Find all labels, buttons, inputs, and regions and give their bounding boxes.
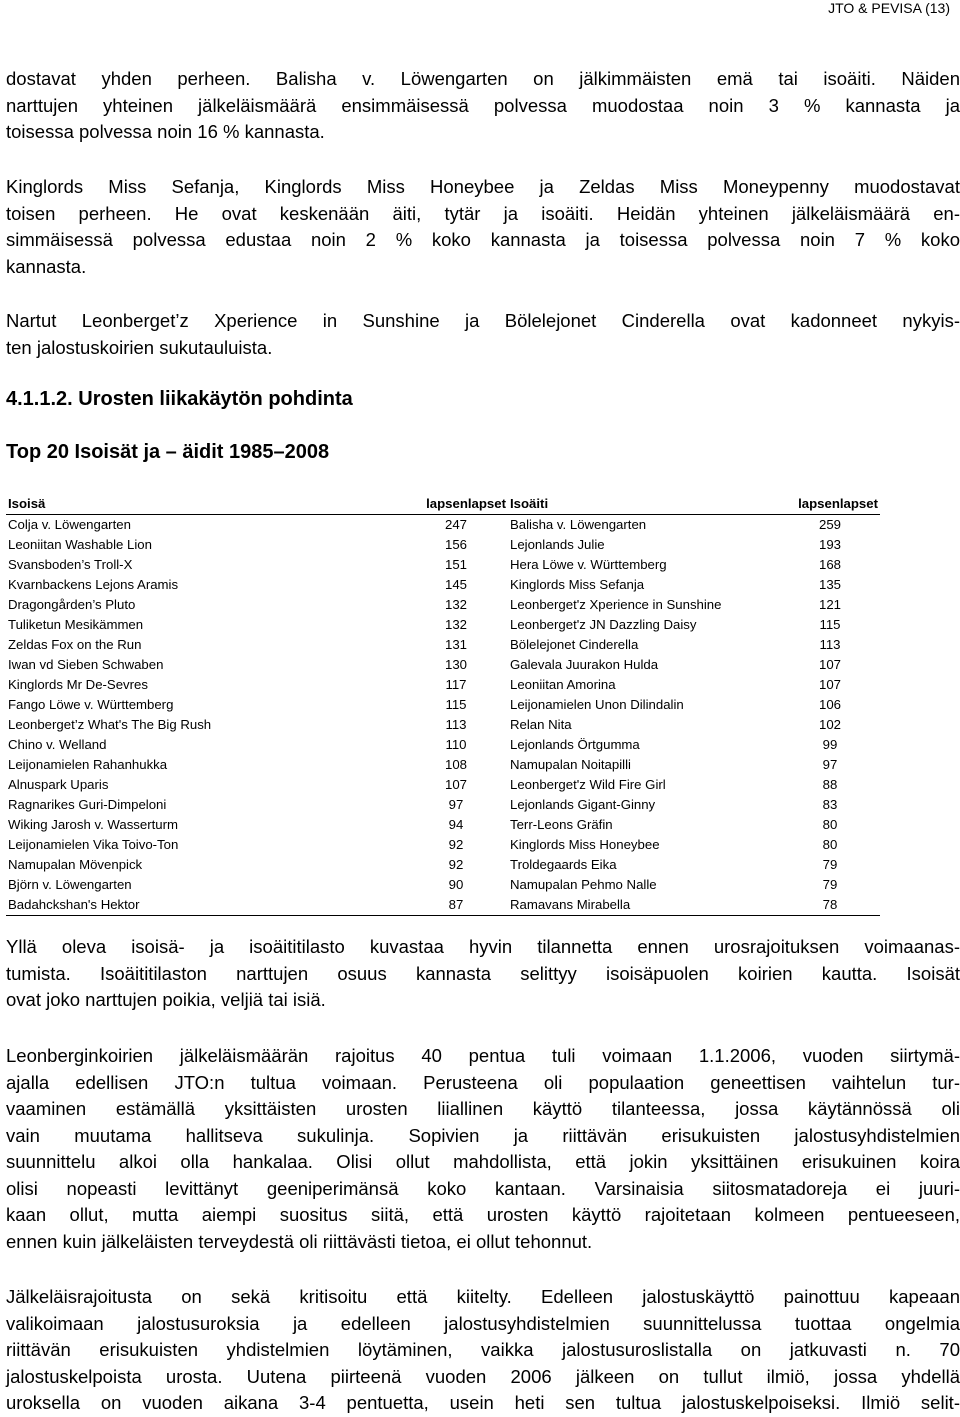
text-line: vaaminen estämällä yksittäisten urosten liiallinen käyttö tilanteessa, jossa käytännössä oli bbox=[6, 1098, 960, 1119]
grandsire-name: Chino v. Welland bbox=[8, 737, 107, 752]
grandsire-name: Leonberget’z What's The Big Rush bbox=[8, 717, 212, 732]
granddam-name: Leonberget'z Xperience in Sunshine bbox=[510, 597, 722, 612]
table-row bbox=[6, 675, 880, 695]
table-row bbox=[6, 755, 880, 775]
granddam-name: Lejonlands Örtgumma bbox=[510, 737, 640, 752]
table-row bbox=[6, 775, 880, 795]
text-line: simmäisessä polvessa edustaa noin 2 % koko kannasta ja toisessa polvessa noin 7 % koko bbox=[6, 229, 960, 250]
granddam-name: Galevala Juurakon Hulda bbox=[510, 657, 659, 672]
grandsire-count: 117 bbox=[445, 677, 467, 692]
grandsire-count: 247 bbox=[444, 517, 467, 532]
grandsire-name: Badahckshan's Hektor bbox=[8, 897, 140, 912]
paragraph-4 bbox=[6, 934, 960, 1014]
text-line: suunnittelu alkoi olla hankalaa. Olisi ollut mahdollista, että jokin yksittäinen erisukuinen koira bbox=[6, 1151, 960, 1172]
paragraph-3 bbox=[6, 308, 960, 361]
page-header: JTO & PEVISA (13) bbox=[828, 0, 950, 16]
text-line: ten jalostuskoirien sukutauluista. bbox=[6, 336, 273, 358]
paragraph-2 bbox=[6, 174, 960, 280]
grandsire-count: 132 bbox=[444, 597, 467, 612]
table-row bbox=[6, 655, 880, 675]
grandsire-name: Kinglords Mr De-Sevres bbox=[8, 677, 148, 692]
text-line: tumista. Isoäititilaston narttujen osuus kannasta selittyy isoisäpuolen koirien kautta. Isoisät bbox=[6, 962, 960, 984]
granddam-name: Troldegaards Eika bbox=[510, 857, 617, 872]
granddam-count: 259 bbox=[818, 517, 841, 532]
paragraph-5 bbox=[6, 1043, 960, 1255]
granddam-count: 83 bbox=[822, 797, 838, 812]
grandsire-count: 110 bbox=[445, 737, 467, 752]
grandsire-name: Wiking Jarosh v. Wasserturm bbox=[8, 817, 179, 832]
granddam-name: Balisha v. Löwengarten bbox=[510, 517, 647, 532]
text-line: jalostuskelpoista urosta. Uutena piirteenä vuoden 2006 jälkeen on tullut ilmiö, jossa yhdellä bbox=[6, 1365, 960, 1387]
grandsire-count: 151 bbox=[444, 557, 467, 572]
grandsire-name: Svansboden’s Troll-X bbox=[8, 557, 133, 572]
text-line: uroksella on vuoden aikana 3-4 pentuetta, usein heti sen tultua jalostuskelpoiseksi. Ilmiö selit- bbox=[6, 1392, 960, 1413]
text-line: kaan ollut, mutta aiempi suositus siitä, että urosten käyttö rajoitetaan kolmeen pentueeseen, bbox=[6, 1204, 960, 1225]
text-line: olisi nopeasti levittänyt geeniperimänsä koko kantaan. Varsinaisia siitosmatadoreja ei juuri- bbox=[6, 1177, 960, 1199]
paragraph-1 bbox=[6, 66, 960, 146]
granddam-count: 97 bbox=[822, 757, 838, 772]
granddam-count: 168 bbox=[818, 557, 841, 572]
table-row bbox=[6, 635, 880, 655]
granddam-name: Ramavans Mirabella bbox=[510, 897, 631, 912]
table-row bbox=[6, 855, 880, 875]
granddam-name: Leonberget'z Wild Fire Girl bbox=[510, 777, 666, 792]
grandsire-name: Tuliketun Mesikämmen bbox=[8, 617, 144, 632]
text-line: Nartut Leonberget’z Xperience in Sunshine ja Bölelejonet Cinderella ovat kadonneet nykyis- bbox=[6, 310, 960, 331]
granddam-count: 193 bbox=[818, 537, 841, 552]
granddam-count: 79 bbox=[822, 857, 838, 872]
table-row bbox=[6, 795, 880, 815]
grandsire-name: Kvarnbackens Lejons Aramis bbox=[8, 577, 179, 592]
granddam-name: Namupalan Noitapilli bbox=[510, 757, 631, 772]
granddam-count: 107 bbox=[818, 677, 841, 692]
text-line: vain muutama hallitseva sukulinja. Sopivien ja riittävän erisukuisten jalostusyhdistelmien bbox=[6, 1124, 960, 1146]
paragraph-6 bbox=[6, 1284, 960, 1417]
grandsire-name: Dragongården’s Pluto bbox=[8, 597, 136, 612]
grandsire-count: 94 bbox=[448, 817, 464, 832]
text-line: kannasta. bbox=[6, 255, 87, 277]
text-line: Jälkeläisrajoitusta on sekä kritisoitu että kiitelty. Edelleen jalostuskäyttö painottuu kapeaan bbox=[6, 1286, 960, 1307]
grandsire-name: Alnuspark Uparis bbox=[8, 777, 109, 792]
granddam-count: 102 bbox=[818, 717, 841, 732]
table-row bbox=[6, 715, 880, 735]
col-header-grandsire: Isoisä bbox=[8, 496, 46, 511]
col-header-grandchildren-2: lapsenlapset bbox=[798, 496, 878, 511]
table-row bbox=[6, 595, 880, 615]
grandsire-count: 97 bbox=[448, 797, 464, 812]
granddam-name: Hera Löwe v. Württemberg bbox=[510, 557, 667, 572]
table-row bbox=[6, 515, 880, 536]
grandsire-name: Iwan vd Sieben Schwaben bbox=[8, 657, 164, 672]
col-header-grandchildren-1: lapsenlapset bbox=[426, 496, 506, 511]
grandsire-name: Leoniitan Washable Lion bbox=[8, 537, 152, 552]
text-line: toisen perheen. He ovat keskenään äiti, tytär ja isoäiti. Heidän yhteinen jälkeläismäärä en- bbox=[6, 202, 960, 224]
table-header-row bbox=[6, 494, 880, 515]
granddam-name: Leijonamielen Unon Dilindalin bbox=[510, 697, 684, 712]
grandsire-name: Leijonamielen Rahanhukka bbox=[8, 757, 168, 772]
grandsire-count: 92 bbox=[448, 837, 464, 852]
text-line: narttujen yhteinen jälkeläismäärä ensimmäisessä polvessa muodostaa noin 3 % kannasta ja bbox=[6, 94, 960, 116]
table-row bbox=[6, 835, 880, 855]
grandsire-count: 131 bbox=[444, 637, 467, 652]
granddam-count: 79 bbox=[822, 877, 838, 892]
grandsire-name: Fango Löwe v. Württemberg bbox=[8, 697, 174, 712]
text-line: Yllä oleva isoisä- ja isoäititilasto kuvastaa hyvin tilannetta ennen urosrajoituksen voimaanas- bbox=[6, 936, 960, 957]
text-line: ovat joko narttujen poikia, veljiä tai isiä. bbox=[6, 989, 326, 1010]
grandsire-name: Ragnarikes Guri-Dimpeloni bbox=[8, 797, 167, 812]
granddam-count: 88 bbox=[822, 777, 838, 792]
granddam-count: 99 bbox=[822, 737, 838, 752]
granddam-name: Leoniitan Amorina bbox=[510, 677, 616, 692]
text-line: valikoimaan jalostusuroksia ja edelleen jalostusyhdistelmien suunnittelussa tuottaa ongelmia bbox=[6, 1312, 960, 1334]
table-title: Top 20 Isoisät ja – äidit 1985–2008 bbox=[6, 441, 330, 463]
granddam-count: 135 bbox=[818, 577, 841, 592]
granddam-name: Kinglords Miss Sefanja bbox=[510, 577, 645, 592]
table-row bbox=[6, 695, 880, 715]
text-line: dostavat yhden perheen. Balisha v. Löwengarten on jälkimmäisten emä tai isoäiti. Näiden bbox=[6, 68, 960, 89]
grandsire-count: 87 bbox=[448, 897, 464, 912]
grandsire-count: 92 bbox=[448, 857, 464, 872]
table-row bbox=[6, 815, 880, 835]
granddam-name: Relan Nita bbox=[510, 717, 572, 732]
granddam-count: 78 bbox=[822, 897, 838, 912]
grandsire-name: Colja v. Löwengarten bbox=[8, 517, 131, 532]
table-row bbox=[6, 875, 880, 895]
granddam-name: Kinglords Miss Honeybee bbox=[510, 837, 660, 852]
table-row bbox=[6, 615, 880, 635]
grandsire-count: 156 bbox=[444, 537, 467, 552]
granddam-count: 80 bbox=[822, 837, 838, 852]
text-line: Kinglords Miss Sefanja, Kinglords Miss Honeybee ja Zeldas Miss Moneypenny muodostavat bbox=[6, 176, 960, 197]
granddam-name: Terr-Leons Gräfin bbox=[510, 817, 613, 832]
grandsire-name: Zeldas Fox on the Run bbox=[8, 637, 142, 652]
table-row bbox=[6, 735, 880, 755]
granddam-count: 121 bbox=[818, 597, 841, 612]
granddam-name: Lejonlands Gigant-Ginny bbox=[510, 797, 656, 812]
granddam-count: 115 bbox=[819, 617, 841, 632]
text-line: Leonberginkoirien jälkeläismäärän rajoitus 40 pentua tuli voimaan 1.1.2006, vuoden siirtymä- bbox=[6, 1045, 960, 1066]
granddam-count: 106 bbox=[818, 697, 841, 712]
grandsire-name: Leijonamielen Vika Toivo-Ton bbox=[8, 837, 179, 852]
text-line: ennen kuin jälkeläisten terveydestä oli riittävästi tietoa, ei ollut tehonnut. bbox=[6, 1230, 593, 1252]
grandsire-count: 90 bbox=[448, 877, 464, 892]
grandsire-count: 113 bbox=[445, 717, 467, 732]
granddam-count: 113 bbox=[819, 637, 841, 652]
granddam-name: Leonberget'z JN Dazzling Daisy bbox=[510, 617, 697, 632]
grandsire-name: Björn v. Löwengarten bbox=[8, 877, 132, 892]
grandsire-count: 130 bbox=[444, 657, 467, 672]
grandsire-name: Namupalan Mövenpick bbox=[8, 857, 143, 872]
grandsire-count: 107 bbox=[444, 777, 467, 792]
grandsire-count: 145 bbox=[444, 577, 467, 592]
grandsire-count: 115 bbox=[445, 697, 467, 712]
table-row bbox=[6, 535, 880, 555]
granddam-name: Bölelejonet Cinderella bbox=[510, 637, 639, 652]
granddam-count: 107 bbox=[818, 657, 841, 672]
grandsire-count: 132 bbox=[444, 617, 467, 632]
grandsire-count: 108 bbox=[444, 757, 467, 772]
granddam-name: Namupalan Pehmo Nalle bbox=[510, 877, 657, 892]
text-line: ajalla edellisen JTO:n tultua voimaan. Perusteena oli populaation geneettisen vaihtelun tur- bbox=[6, 1071, 960, 1093]
table-row bbox=[6, 895, 880, 916]
granddam-name: Lejonlands Julie bbox=[510, 537, 605, 552]
granddam-count: 80 bbox=[822, 817, 838, 832]
table-row bbox=[6, 575, 880, 595]
section-heading: 4.1.1.2. Urosten liikakäytön pohdinta bbox=[6, 388, 353, 410]
text-line: toisessa polvessa noin 16 % kannasta. bbox=[6, 121, 325, 142]
col-header-granddam: Isoäiti bbox=[510, 496, 549, 511]
table-row bbox=[6, 555, 880, 575]
text-line: riittävän erisukuisten yhdistelmien löytäminen, vaikka jalostusuroslistalla on jatkuvasti n. 70 bbox=[6, 1339, 960, 1360]
top20-table bbox=[6, 494, 880, 916]
